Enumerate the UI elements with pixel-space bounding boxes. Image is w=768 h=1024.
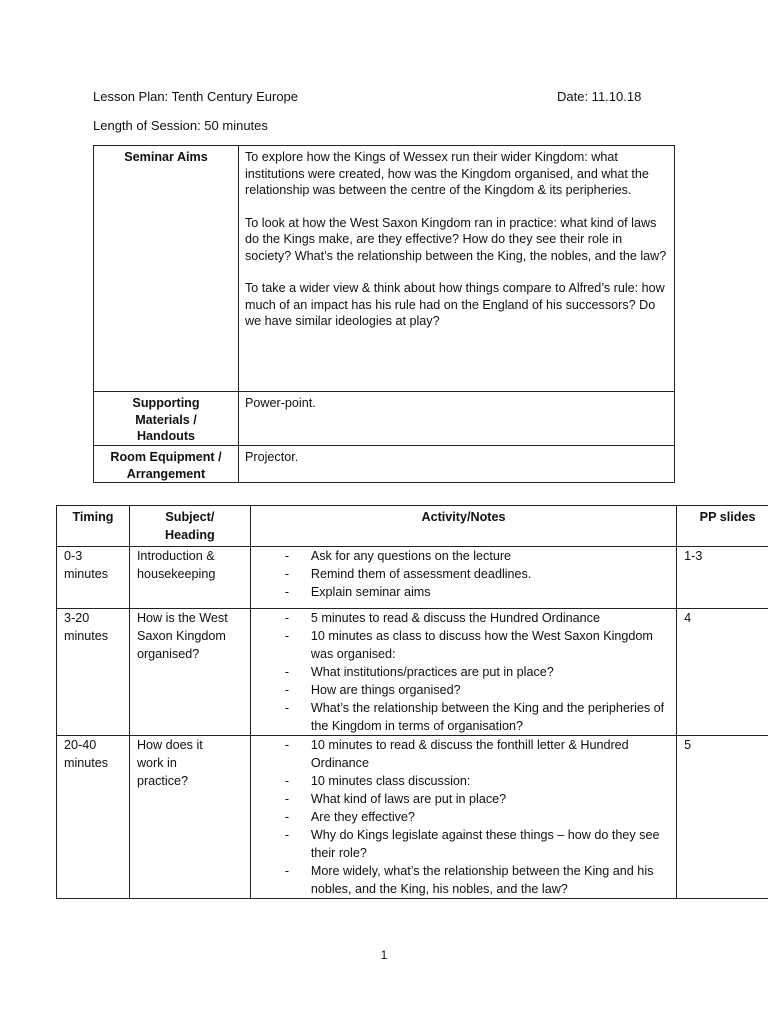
materials-label-line: Supporting bbox=[132, 396, 200, 410]
list-item: - Explain seminar aims bbox=[285, 583, 670, 601]
equipment-row bbox=[94, 446, 675, 483]
materials-row bbox=[94, 392, 675, 446]
equipment-label bbox=[94, 446, 239, 483]
timing-cell bbox=[57, 736, 130, 899]
list-item: - 5 minutes to read & discuss the Hundred Ordinance bbox=[285, 609, 670, 627]
seminar-aims-content bbox=[239, 146, 675, 392]
timing-unit: minutes bbox=[64, 567, 109, 581]
subject-line: How does it bbox=[136, 738, 203, 752]
table-row bbox=[57, 609, 768, 736]
list-item: - 10 minutes to read & discuss the fonthill letter & Hundred Ordinance bbox=[285, 736, 670, 772]
list-item: - What’s the relationship between the King and the peripheries of the Kingdom in terms of organisation? bbox=[285, 699, 670, 735]
activity-header: Activity/Notes bbox=[250, 506, 676, 547]
subject-line: How is the West bbox=[136, 611, 228, 625]
subject-cell bbox=[129, 547, 250, 609]
table-row bbox=[57, 736, 768, 899]
materials-label-line: Handouts bbox=[136, 429, 196, 443]
aims-table bbox=[93, 145, 675, 483]
timing-unit: minutes bbox=[64, 756, 109, 770]
lesson-date: Date: 11.10.18 bbox=[557, 89, 642, 104]
slides-cell: 5 bbox=[677, 736, 768, 899]
subject-line: practice? bbox=[136, 774, 189, 788]
list-item: - How are things organised? bbox=[285, 681, 670, 699]
timing-range: 0-3 bbox=[64, 549, 83, 563]
aims-row bbox=[94, 146, 675, 392]
equipment-label-line: Arrangement bbox=[126, 466, 206, 481]
subject-line: organised? bbox=[136, 647, 200, 661]
slides-cell: 1-3 bbox=[677, 547, 768, 609]
list-item: - Are they effective? bbox=[285, 808, 670, 826]
notes-cell bbox=[250, 547, 676, 609]
subject-header bbox=[129, 506, 250, 547]
list-item: - More widely, what’s the relationship between the King and his nobles, and the King, his nobles, and the law? bbox=[285, 862, 670, 898]
subject-line: work in bbox=[136, 756, 177, 770]
timing-header: Timing bbox=[57, 506, 130, 547]
seminar-aims-label: Seminar Aims bbox=[94, 146, 239, 392]
table-row bbox=[57, 547, 768, 609]
subject-cell bbox=[129, 736, 250, 899]
list-item: - What institutions/practices are put in place? bbox=[285, 663, 670, 681]
timing-cell bbox=[57, 609, 130, 736]
activity-table bbox=[56, 505, 768, 899]
seminar-aim-paragraph: To take a wider view & think about how things compare to Alfred’s rule: how much of an impact has his rule had on the England of his successors? Do we have similar ideologies at play? bbox=[245, 281, 665, 328]
subject-line: Introduction & bbox=[136, 549, 215, 563]
notes-list bbox=[285, 547, 670, 601]
equipment-value: Projector. bbox=[239, 446, 675, 483]
list-item: - Ask for any questions on the lecture bbox=[285, 547, 670, 565]
session-length: Length of Session: 50 minutes bbox=[93, 118, 268, 133]
subject-line: housekeeping bbox=[136, 567, 216, 581]
equipment-label-line: Room Equipment / bbox=[110, 450, 222, 464]
subject-line: Saxon Kingdom bbox=[136, 629, 226, 643]
list-item: - Remind them of assessment deadlines. bbox=[285, 565, 670, 583]
list-item: - 10 minutes class discussion: bbox=[285, 772, 670, 790]
seminar-aim-paragraph: To explore how the Kings of Wessex run their wider Kingdom: what institutions were created, how was the Kingdom organised, and what the relationship was between the centre of the Kingdom & its peripheries. bbox=[245, 150, 649, 197]
materials-label-line: Materials / bbox=[135, 412, 197, 427]
notes-cell bbox=[250, 736, 676, 899]
timing-range: 20-40 bbox=[64, 738, 97, 752]
page-number: 1 bbox=[380, 948, 388, 962]
timing-unit: minutes bbox=[64, 629, 109, 643]
materials-value: Power-point. bbox=[239, 392, 675, 446]
subject-cell bbox=[129, 609, 250, 736]
notes-list bbox=[285, 736, 670, 898]
subject-header-line: Subject/ bbox=[165, 510, 215, 524]
activity-table-header bbox=[57, 506, 768, 547]
list-item: - Why do Kings legislate against these things – how do they see their role? bbox=[285, 826, 670, 862]
slides-header: PP slides bbox=[677, 506, 768, 547]
timing-cell bbox=[57, 547, 130, 609]
list-item: - 10 minutes as class to discuss how the West Saxon Kingdom was organised: bbox=[285, 627, 670, 663]
subject-header-line: Heading bbox=[165, 528, 215, 542]
notes-list bbox=[285, 609, 670, 735]
timing-range: 3-20 bbox=[64, 611, 90, 625]
slides-cell: 4 bbox=[677, 609, 768, 736]
materials-label bbox=[94, 392, 239, 446]
notes-cell bbox=[250, 609, 676, 736]
seminar-aim-paragraph: To look at how the West Saxon Kingdom ran in practice: what kind of laws do the Kings make, are they effective? How do they see their role in society? What’s the relationship between the King, the nobles, and the law? bbox=[245, 215, 667, 263]
lesson-plan-title: Lesson Plan: Tenth Century Europe bbox=[93, 89, 299, 104]
list-item: - What kind of laws are put in place? bbox=[285, 790, 670, 808]
